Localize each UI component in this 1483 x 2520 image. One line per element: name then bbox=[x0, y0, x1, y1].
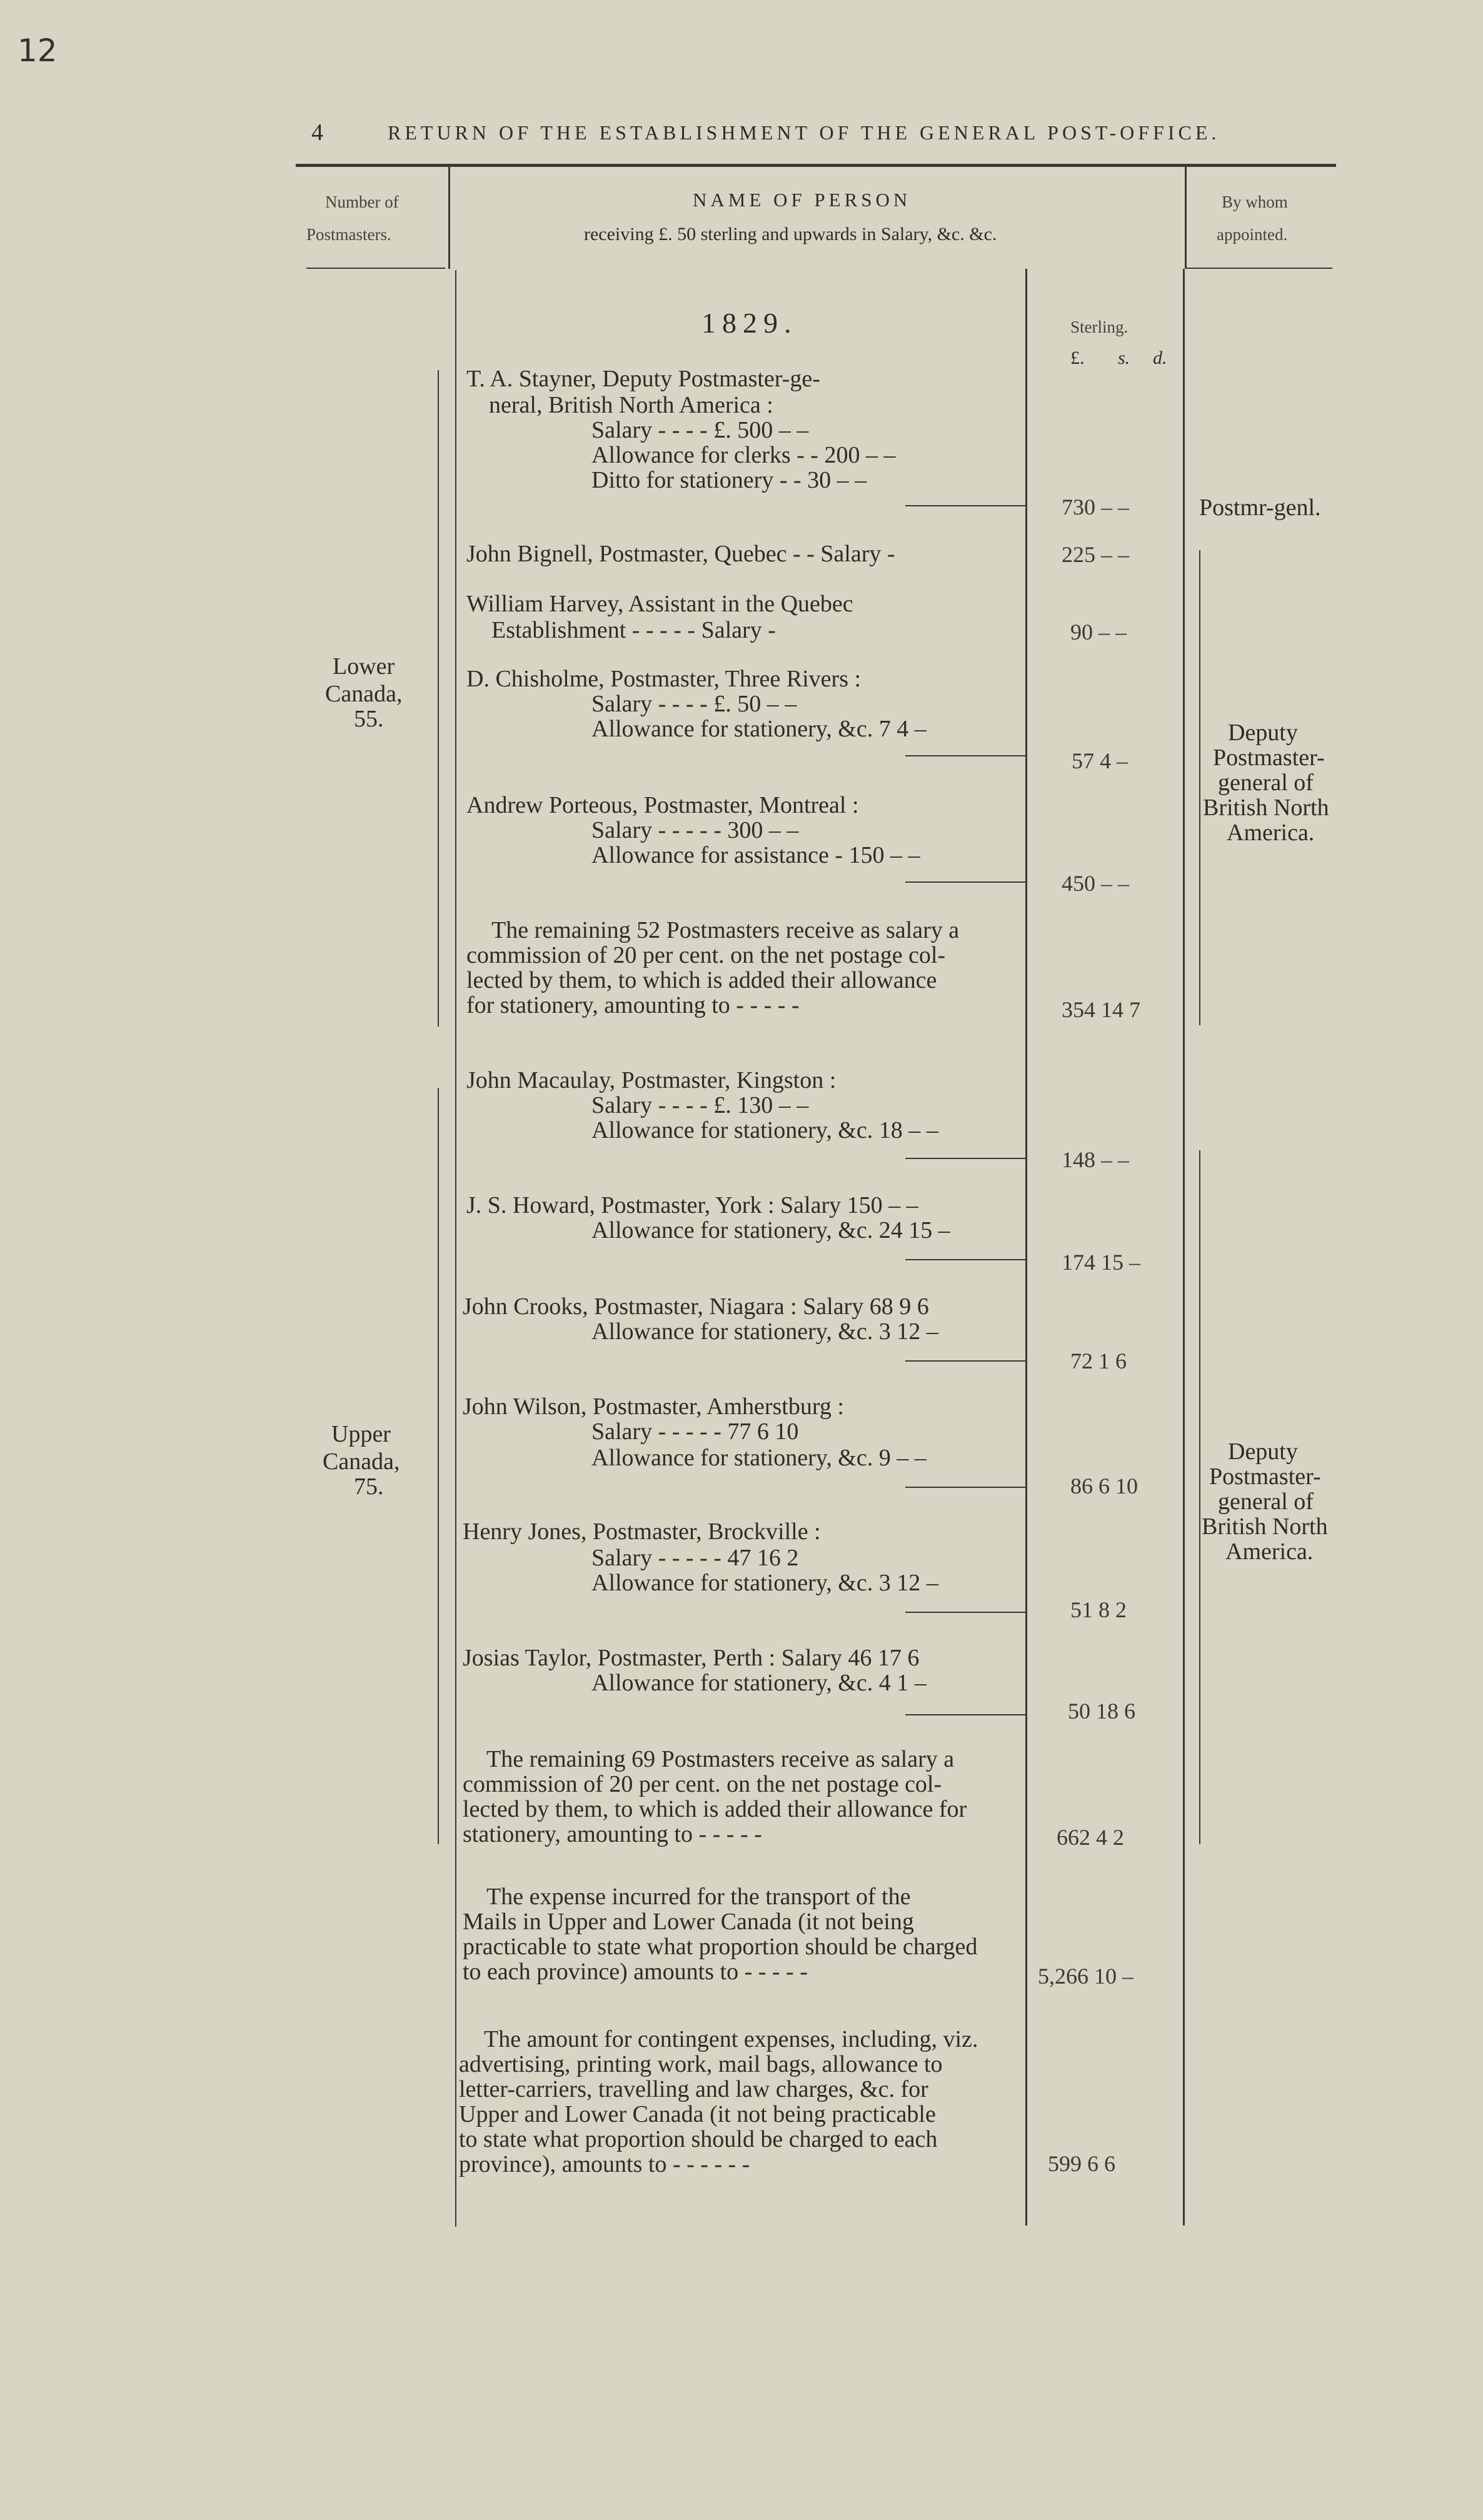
upper-appointed-bracket bbox=[1199, 1150, 1200, 1844]
entry-taylor-stationery: Allowance for stationery, &c. 4 1 – bbox=[591, 1670, 927, 1696]
entry-stayner-salary: Salary - - - - £. 500 – – bbox=[591, 417, 809, 443]
entry-jones-line-1: Henry Jones, Postmaster, Brockville : bbox=[463, 1519, 821, 1545]
total-taylor: 50 18 6 bbox=[1068, 1699, 1135, 1724]
entry-macaulay-stationery: Allowance for stationery, &c. 18 – – bbox=[591, 1117, 938, 1143]
col-name-sublabel: receiving £. 50 sterling and upwards in Salary, &c. &c. bbox=[584, 224, 997, 244]
entry-remaining69-line-4: stationery, amounting to - - - - - bbox=[463, 1821, 762, 1847]
page-number: 4 bbox=[311, 119, 323, 146]
total-contingent: 599 6 6 bbox=[1048, 2151, 1115, 2176]
entry-contingent-line-1: The amount for contingent expenses, including, viz. bbox=[484, 2026, 978, 2052]
total-macaulay: 148 – – bbox=[1062, 1147, 1129, 1172]
total-wilson: 86 6 10 bbox=[1070, 1473, 1138, 1498]
pounds-header: £. bbox=[1070, 348, 1085, 368]
entry-bignell: John Bignell, Postmaster, Quebec - - Salary - bbox=[466, 541, 895, 567]
col-name-label: NAME OF PERSON bbox=[693, 189, 912, 211]
col-number-label-2: Postmasters. bbox=[306, 225, 391, 244]
stayner-sum-rule bbox=[905, 505, 1025, 506]
header-col-divider-2 bbox=[1185, 166, 1187, 269]
entry-wilson-line-1: John Wilson, Postmaster, Amherstburg : bbox=[463, 1393, 844, 1420]
pence-header: d. bbox=[1153, 348, 1167, 368]
entry-remaining52-line-4: for stationery, amounting to - - - - - bbox=[466, 992, 800, 1018]
entry-transport-line-1: The expense incurred for the transport of the bbox=[486, 1884, 911, 1910]
total-porteous: 450 – – bbox=[1062, 871, 1129, 896]
lower-canada-label: Lower bbox=[333, 653, 395, 680]
entry-remaining52-line-1: The remaining 52 Postmasters receive as salary a bbox=[491, 917, 960, 943]
total-bignell: 225 – – bbox=[1062, 542, 1129, 567]
entry-harvey-line-1: William Harvey, Assistant in the Quebec bbox=[466, 591, 853, 617]
lower-appointed-4: British North bbox=[1203, 795, 1329, 821]
upper-canada-label-2: Canada, bbox=[323, 1448, 400, 1475]
entry-jones-salary: Salary - - - - - 47 16 2 bbox=[591, 1545, 799, 1571]
jones-sum-rule bbox=[905, 1612, 1025, 1613]
upper-appointed-2: Postmaster- bbox=[1209, 1463, 1321, 1490]
entry-transport-line-2: Mails in Upper and Lower Canada (it not being bbox=[463, 1909, 914, 1935]
entry-remaining69-line-3: lected by them, to which is added their allowance for bbox=[463, 1796, 967, 1822]
lower-appointed-2: Postmaster- bbox=[1213, 745, 1325, 771]
lower-canada-bracket bbox=[438, 370, 439, 1027]
upper-canada-bracket bbox=[438, 1088, 439, 1844]
macaulay-sum-rule bbox=[905, 1158, 1025, 1159]
entry-remaining52-line-2: commission of 20 per cent. on the net postage col- bbox=[466, 942, 946, 968]
body-col-divider-2 bbox=[1025, 269, 1027, 2226]
upper-canada-count: 75. bbox=[354, 1473, 384, 1500]
lower-canada-count: 55. bbox=[354, 706, 384, 732]
entry-crooks-stationery: Allowance for stationery, &c. 3 12 – bbox=[591, 1318, 938, 1345]
entry-remaining69-line-2: commission of 20 per cent. on the net postage col- bbox=[463, 1771, 942, 1797]
entry-stayner-line-2: neral, British North America : bbox=[489, 392, 773, 418]
entry-chisholme-salary: Salary - - - - £. 50 – – bbox=[591, 691, 797, 717]
crooks-sum-rule bbox=[905, 1360, 1025, 1362]
body-col-divider-1 bbox=[455, 270, 456, 2227]
entry-stayner-stationery: Ditto for stationery - - 30 – – bbox=[591, 467, 867, 493]
col-whom-label: By whom bbox=[1222, 193, 1288, 211]
lower-appointed-5: America. bbox=[1227, 820, 1315, 846]
entry-contingent-line-5: to state what proportion should be charged to each bbox=[459, 2126, 938, 2152]
taylor-sum-rule bbox=[905, 1714, 1025, 1715]
scan-page-number: 12 bbox=[18, 33, 58, 69]
entry-stayner-clerks: Allowance for clerks - - 200 – – bbox=[591, 442, 896, 468]
entry-wilson-stationery: Allowance for stationery, &c. 9 – – bbox=[591, 1445, 927, 1471]
entry-howard-line-1: J. S. Howard, Postmaster, York : Salary 150 – – bbox=[466, 1192, 918, 1218]
upper-appointed-3: general of bbox=[1218, 1488, 1314, 1515]
entry-crooks-line-1: John Crooks, Postmaster, Niagara : Salary 68 9 6 bbox=[463, 1293, 929, 1320]
total-howard: 174 15 – bbox=[1062, 1250, 1140, 1275]
chisholme-sum-rule bbox=[905, 755, 1025, 756]
entry-porteous-line-1: Andrew Porteous, Postmaster, Montreal : bbox=[466, 792, 859, 818]
entry-porteous-salary: Salary - - - - - 300 – – bbox=[591, 817, 799, 843]
header-underline-whom bbox=[1186, 268, 1332, 269]
entry-macaulay-line-1: John Macaulay, Postmaster, Kingston : bbox=[466, 1067, 837, 1093]
sterling-label: Sterling. bbox=[1070, 318, 1129, 336]
lower-canada-label-2: Canada, bbox=[325, 681, 403, 707]
entry-remaining52-line-3: lected by them, to which is added their allowance bbox=[466, 967, 937, 993]
header-rule bbox=[296, 164, 1336, 167]
shillings-header: s. bbox=[1118, 348, 1130, 368]
entry-howard-stationery: Allowance for stationery, &c. 24 15 – bbox=[591, 1217, 950, 1243]
year-heading: 1829. bbox=[701, 307, 798, 339]
running-title: RETURN OF THE ESTABLISHMENT OF THE GENERAL POST-OFFICE. bbox=[388, 121, 1220, 144]
header-col-divider-1 bbox=[448, 166, 450, 269]
body-col-divider-3 bbox=[1183, 269, 1185, 2226]
entry-remaining69-line-1: The remaining 69 Postmasters receive as salary a bbox=[486, 1746, 955, 1772]
porteous-sum-rule bbox=[905, 881, 1025, 883]
entry-taylor-line-1: Josias Taylor, Postmaster, Perth : Salary 46 17 6 bbox=[463, 1645, 920, 1671]
wilson-sum-rule bbox=[905, 1487, 1025, 1488]
howard-sum-rule bbox=[905, 1259, 1025, 1260]
header-underline-number bbox=[306, 268, 445, 269]
upper-appointed-1: Deputy bbox=[1228, 1438, 1298, 1465]
entry-chisholme-stationery: Allowance for stationery, &c. 7 4 – bbox=[591, 716, 927, 742]
entry-transport-line-3: practicable to state what proportion should be charged bbox=[463, 1934, 978, 1960]
entry-contingent-line-2: advertising, printing work, mail bags, allowance to bbox=[459, 2051, 943, 2077]
total-harvey: 90 – – bbox=[1070, 620, 1127, 645]
entry-chisholme-line-1: D. Chisholme, Postmaster, Three Rivers : bbox=[466, 666, 862, 692]
entry-transport-line-4: to each province) amounts to - - - - - bbox=[463, 1959, 808, 1985]
total-stayner: 730 – – bbox=[1062, 494, 1129, 520]
appointed-postmaster-general: Postmr-genl. bbox=[1199, 494, 1321, 521]
entry-porteous-assistance: Allowance for assistance - 150 – – bbox=[591, 842, 920, 868]
entry-contingent-line-4: Upper and Lower Canada (it not being practicable bbox=[459, 2101, 936, 2127]
entry-harvey-line-2: Establishment - - - - - Salary - bbox=[491, 617, 776, 643]
upper-appointed-5: America. bbox=[1225, 1539, 1314, 1565]
total-transport: 5,266 10 – bbox=[1038, 1964, 1134, 1989]
total-crooks: 72 1 6 bbox=[1070, 1348, 1127, 1373]
total-chisholme: 57 4 – bbox=[1072, 748, 1128, 773]
total-remaining52: 354 14 7 bbox=[1062, 997, 1140, 1022]
entry-jones-stationery: Allowance for stationery, &c. 3 12 – bbox=[591, 1570, 938, 1596]
col-whom-label-2: appointed. bbox=[1217, 225, 1288, 244]
total-remaining69: 662 4 2 bbox=[1057, 1825, 1124, 1850]
lower-appointed-3: general of bbox=[1218, 770, 1314, 796]
upper-canada-label: Upper bbox=[331, 1421, 391, 1447]
entry-contingent-line-3: letter-carriers, travelling and law charges, &c. for bbox=[459, 2076, 928, 2102]
col-number-label: Number of bbox=[325, 193, 399, 211]
entry-stayner-line-1: T. A. Stayner, Deputy Postmaster-ge- bbox=[466, 366, 820, 392]
lower-appointed-bracket bbox=[1199, 550, 1200, 1025]
entry-wilson-salary: Salary - - - - - 77 6 10 bbox=[591, 1418, 799, 1445]
upper-appointed-4: British North bbox=[1202, 1514, 1328, 1540]
lower-appointed-1: Deputy bbox=[1228, 720, 1298, 746]
entry-macaulay-salary: Salary - - - - £. 130 – – bbox=[591, 1092, 809, 1118]
entry-contingent-line-6: province), amounts to - - - - - - bbox=[459, 2151, 750, 2177]
total-jones: 51 8 2 bbox=[1070, 1597, 1127, 1622]
